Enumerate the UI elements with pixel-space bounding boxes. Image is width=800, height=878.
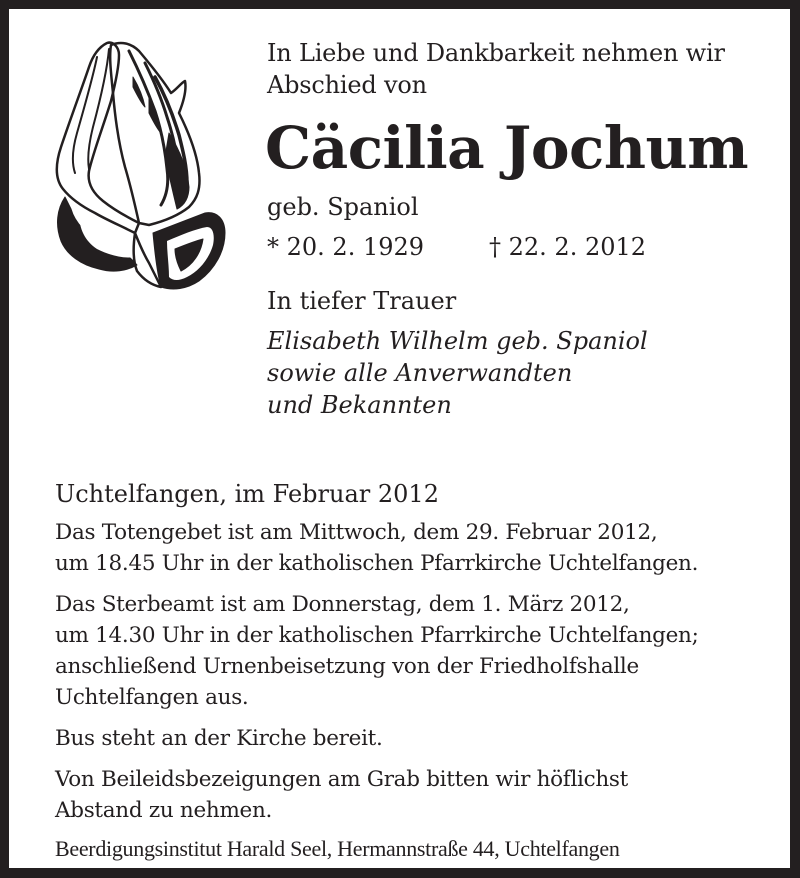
paragraph-line: um 14.30 Uhr in der katholischen Pfarrkirche Uchtelfangen; bbox=[55, 623, 699, 648]
funeral-home-line: Beerdigungsinstitut Harald Seel, Hermannstraße 44, Uchtelfangen bbox=[55, 836, 620, 861]
notice-header bbox=[267, 37, 787, 421]
mourners-list bbox=[267, 325, 787, 421]
intro-text bbox=[267, 37, 787, 101]
mourner-line: und Bekannten bbox=[267, 391, 452, 419]
mourning-label: In tiefer Trauer bbox=[267, 287, 457, 315]
intro-line: Abschied von bbox=[267, 71, 427, 99]
condolence-paragraph bbox=[55, 764, 795, 826]
praying-hands-icon bbox=[49, 37, 229, 292]
requiem-paragraph bbox=[55, 589, 795, 713]
mourner-line: Elisabeth Wilhelm geb. Spaniol bbox=[267, 327, 648, 355]
paragraph-line: Bus steht an der Kirche bereit. bbox=[55, 726, 383, 751]
paragraph-line: Das Totengebet ist am Mittwoch, dem 29. Februar 2012, bbox=[55, 520, 658, 545]
mourner-line: sowie alle Anverwandten bbox=[267, 359, 573, 387]
paragraph-line: Von Beileidsbezeigungen am Grab bitten wir höflichst bbox=[55, 767, 628, 792]
bus-paragraph bbox=[55, 723, 795, 754]
intro-line: In Liebe und Dankbarkeit nehmen wir bbox=[267, 39, 725, 67]
deceased-name: Cäcilia Jochum bbox=[265, 114, 749, 182]
maiden-name: geb. Spaniol bbox=[267, 193, 419, 221]
death-date: † 22. 2. 2012 bbox=[489, 233, 647, 261]
place-date: Uchtelfangen, im Februar 2012 bbox=[55, 480, 439, 508]
notice-details bbox=[55, 477, 795, 864]
paragraph-line: anschließend Urnenbeisetzung von der Friedholfshalle bbox=[55, 654, 639, 679]
paragraph-line: um 18.45 Uhr in der katholischen Pfarrkirche Uchtelfangen. bbox=[55, 551, 699, 576]
paragraph-line: Das Sterbeamt ist am Donnerstag, dem 1. März 2012, bbox=[55, 592, 630, 617]
life-dates bbox=[267, 231, 787, 263]
paragraph-line: Abstand zu nehmen. bbox=[55, 798, 273, 823]
paragraph-line: Uchtelfangen aus. bbox=[55, 685, 249, 710]
birth-date: * 20. 2. 1929 bbox=[267, 233, 425, 261]
prayer-service-paragraph bbox=[55, 517, 795, 579]
